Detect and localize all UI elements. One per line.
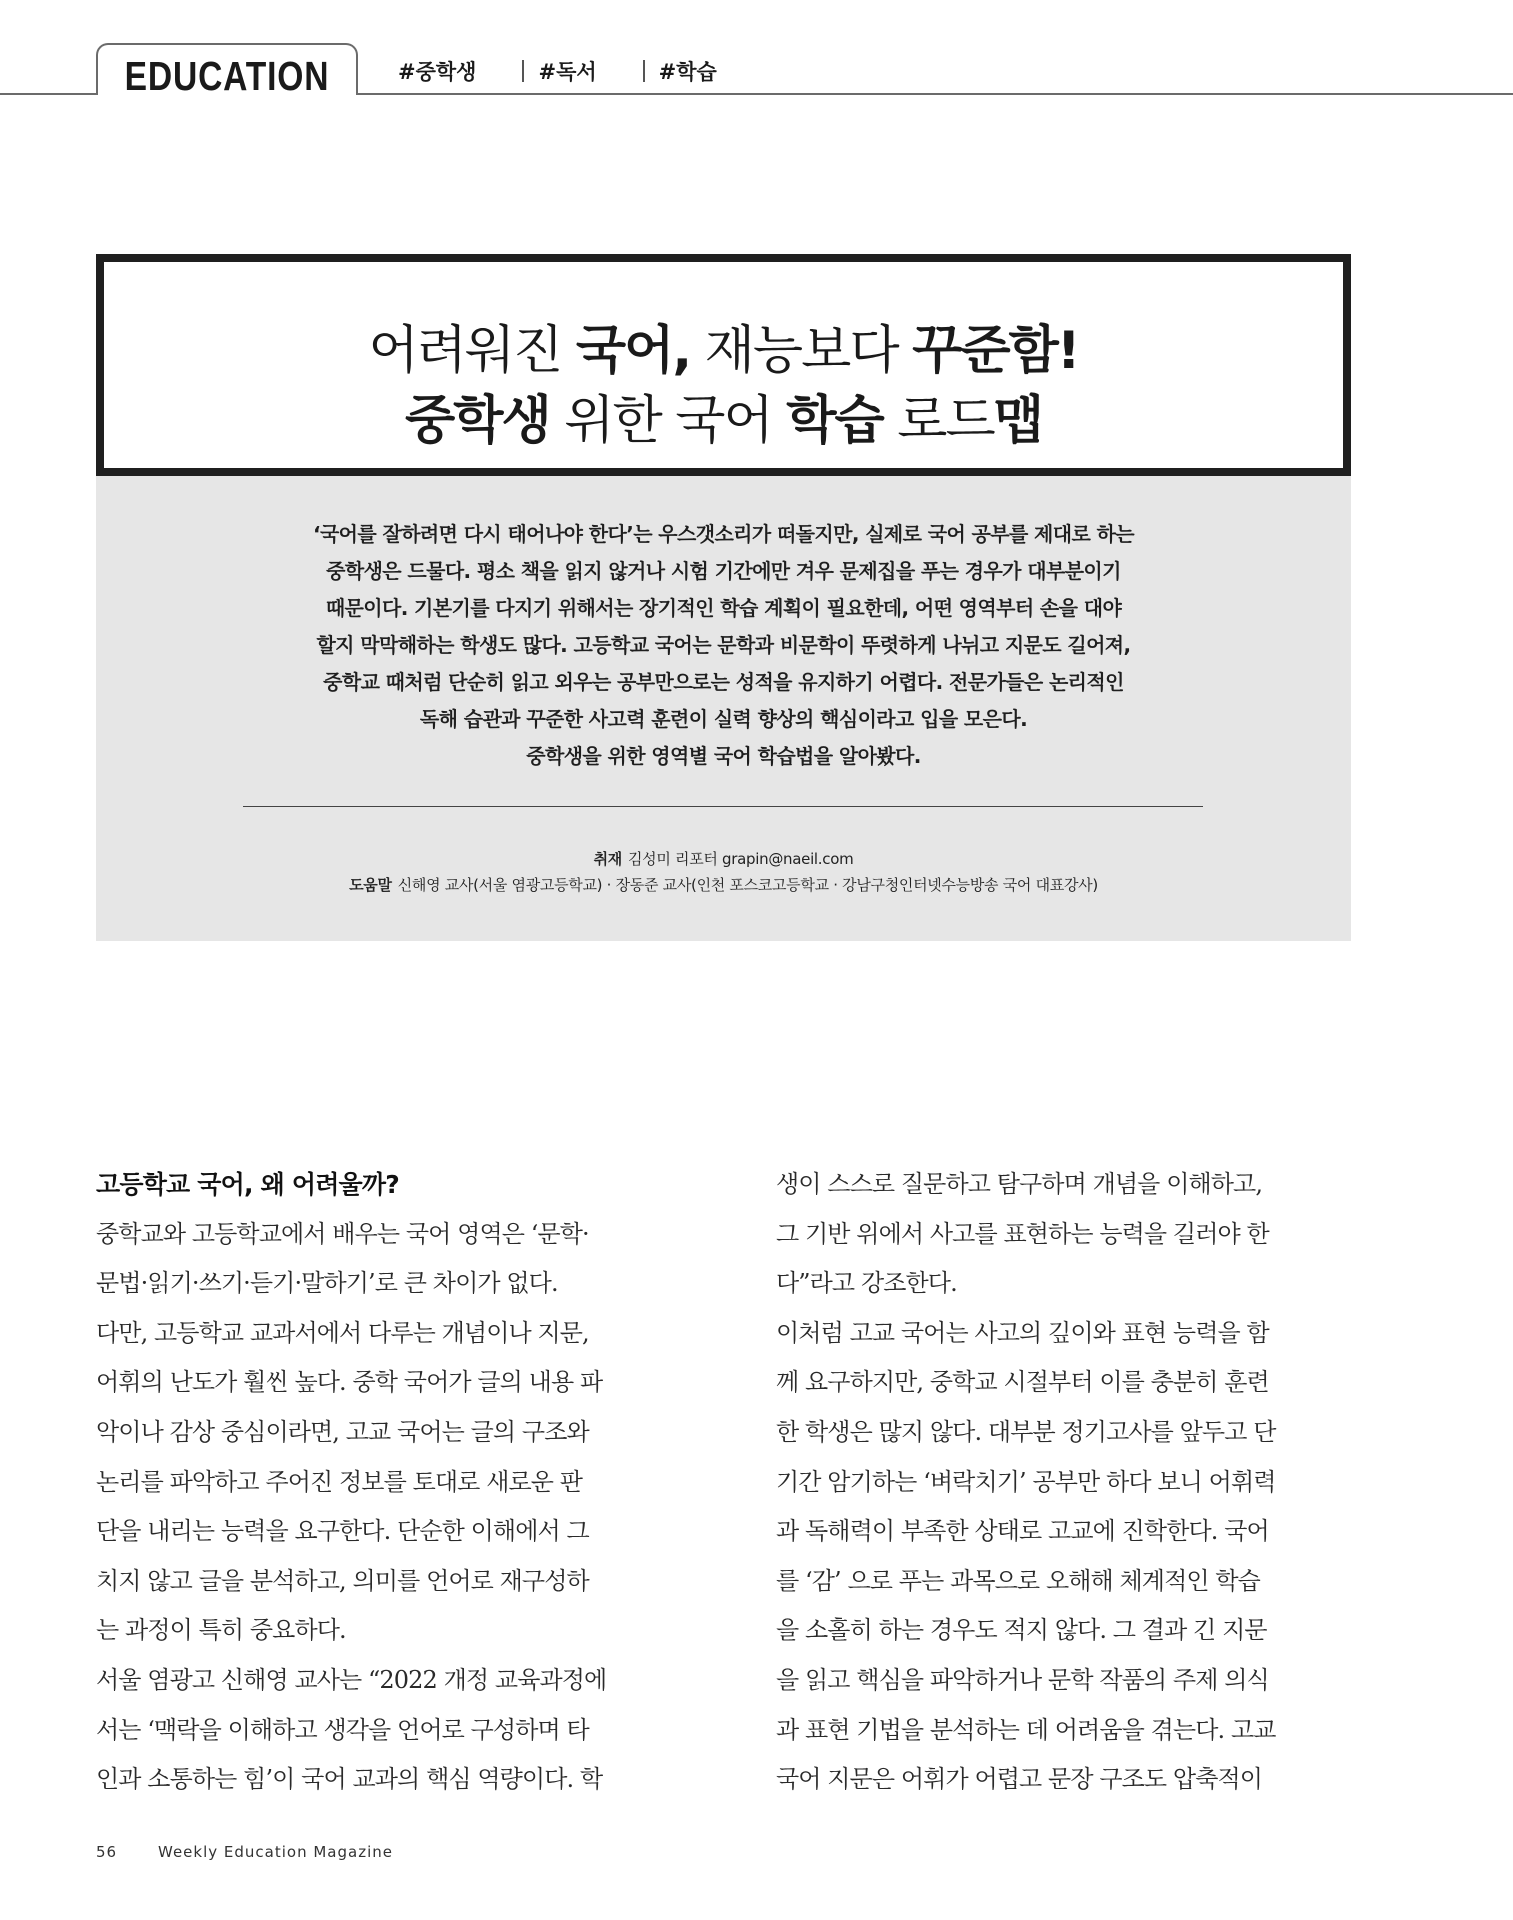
- credit-value: 신해영 교사(서울 염광고등학교) · 장동준 교사(인천 포스코고등학교 · 강남구청인터넷수능방송 국어 대표강사): [397, 876, 1098, 894]
- credit-label: 취재: [593, 850, 622, 868]
- body-line: 치지 않고 글을 분석하고, 의미를 언어로 재구성하: [96, 1566, 589, 1595]
- body-line: 서는 ‘맥락을 이해하고 생각을 언어로 구성하며 타: [96, 1715, 589, 1744]
- tag-separator: [643, 60, 645, 82]
- body-line: 이처럼 고교 국어는 사고의 깊이와 표현 능력을 함: [776, 1318, 1269, 1347]
- tag-middle-school[interactable]: #중학생: [398, 60, 477, 84]
- lead-line: ‘국어를 잘하려면 다시 태어나야 한다’는 우스갯소리가 떠돌지만, 실제로 국어 공부를 제대로 하는: [312, 522, 1135, 546]
- body-column-right: [776, 1160, 1356, 1805]
- body-line: 를 ‘감’ 으로 푸는 과목으로 오해해 체계적인 학습: [776, 1566, 1260, 1595]
- section-subhead: 고등학교 국어, 왜 어려울까?: [96, 1170, 399, 1199]
- body-line: 어휘의 난도가 훨씬 높다. 중학 국어가 글의 내용 파: [96, 1368, 603, 1397]
- headline-part: 로드: [882, 391, 994, 451]
- body-line: 을 읽고 핵심을 파악하거나 문학 작품의 주제 의식: [776, 1665, 1269, 1694]
- lead-line: 독해 습관과 꾸준한 사고력 훈련이 실력 향상의 핵심이라고 입을 모은다.: [419, 707, 1028, 731]
- headline-part: 국어,: [575, 321, 691, 381]
- lead-line: 할지 막막해하는 학생도 많다. 고등학교 국어는 문학과 비문학이 뚜렷하게 나뉘고 지문도 길어져,: [316, 633, 1131, 657]
- magazine-name: Weekly Education Magazine: [158, 1843, 393, 1861]
- body-line: 생이 스스로 질문하고 탐구하며 개념을 이해하고,: [776, 1170, 1263, 1198]
- body-line: 국어 지문은 어휘가 어렵고 문장 구조도 압축적이: [776, 1765, 1263, 1794]
- headline-line-1: [104, 308, 1343, 383]
- section-tab: [96, 43, 358, 99]
- headline-part: 어려워진: [368, 321, 576, 381]
- headline-part: 재능보다: [690, 321, 913, 381]
- tag-study[interactable]: #학습: [658, 60, 717, 84]
- body-line: 과 독해력이 부족한 상태로 고교에 진학한다. 국어: [776, 1517, 1269, 1546]
- headline-box: [96, 254, 1351, 476]
- body-line: 문법·읽기·쓰기·듣기·말하기’로 큰 차이가 없다.: [96, 1269, 558, 1298]
- headline-part: 위한 국어: [549, 391, 787, 451]
- lead-line: 중학생은 드물다. 평소 책을 읽지 않거나 시험 기간에만 겨우 문제집을 푸는 경우가 대부분이기: [326, 559, 1121, 583]
- body-line: 중학교와 고등학교에서 배우는 국어 영역은 ‘문학·: [96, 1219, 589, 1248]
- lead-divider: [243, 806, 1203, 807]
- headline-part: 학습: [786, 391, 883, 451]
- body-line: 한 학생은 많지 않다. 대부분 정기고사를 앞두고 단: [776, 1417, 1276, 1446]
- lead-box: [96, 476, 1351, 941]
- body-line: 악이나 감상 중심이라면, 고교 국어는 글의 구조와: [96, 1417, 589, 1446]
- body-line: 기간 암기하는 ‘벼락치기’ 공부만 하다 보니 어휘력: [776, 1467, 1276, 1496]
- body-line: 다”라고 강조한다.: [776, 1269, 957, 1298]
- body-line: 과 표현 기법을 분석하는 데 어려움을 겪는다. 고교: [776, 1715, 1276, 1744]
- body-line: 는 과정이 특히 중요하다.: [96, 1616, 346, 1645]
- body-line: 서울 염광고 신해영 교사는 “2022 개정 교육과정에: [96, 1665, 607, 1694]
- tag-separator: [522, 60, 524, 82]
- credits: [96, 846, 1351, 898]
- headline-part: 꾸준함!: [912, 321, 1079, 381]
- body-line: 그 기반 위에서 사고를 표현하는 능력을 길러야 한: [776, 1219, 1269, 1248]
- credit-reporter: [96, 846, 1351, 872]
- headline-part: 맵: [993, 391, 1042, 451]
- credit-advisors: [96, 872, 1351, 898]
- tag-list: [398, 56, 717, 86]
- lead-line: 중학교 때처럼 단순히 읽고 외우는 공부만으로는 성적을 유지하기 어렵다. 전문가들은 논리적인: [323, 670, 1124, 694]
- body-line: 께 요구하지만, 중학교 시절부터 이를 충분히 훈련: [776, 1368, 1269, 1397]
- body-line: 논리를 파악하고 주어진 정보를 토대로 새로운 판: [96, 1467, 583, 1496]
- lead-line: 중학생을 위한 영역별 국어 학습법을 알아봤다.: [526, 744, 921, 768]
- credit-label: 도움말: [349, 876, 392, 894]
- page-number: 56: [96, 1843, 118, 1861]
- body-column-left: [96, 1160, 676, 1805]
- tag-reading[interactable]: #독서: [538, 60, 597, 84]
- lead-paragraph: [226, 516, 1221, 775]
- lead-line: 때문이다. 기본기를 다지기 위해서는 장기적인 학습 계획이 필요한데, 어떤 영역부터 손을 대야: [325, 596, 1122, 620]
- headline-part: 중학생: [405, 391, 550, 451]
- page-footer: [96, 1843, 393, 1861]
- body-line: 을 소홀히 하는 경우도 적지 않다. 그 결과 긴 지문: [776, 1616, 1267, 1645]
- credit-value: 김성미 리포터 grapin@naeil.com: [627, 850, 854, 868]
- body-line: 인과 소통하는 힘’이 국어 교과의 핵심 역량이다. 학: [96, 1765, 603, 1794]
- body-line: 단을 내리는 능력을 요구한다. 단순한 이해에서 그: [96, 1517, 589, 1546]
- headline-line-2: [104, 378, 1343, 453]
- body-line: 다만, 고등학교 교과서에서 다루는 개념이나 지문,: [96, 1318, 589, 1347]
- section-label: EDUCATION: [124, 53, 330, 99]
